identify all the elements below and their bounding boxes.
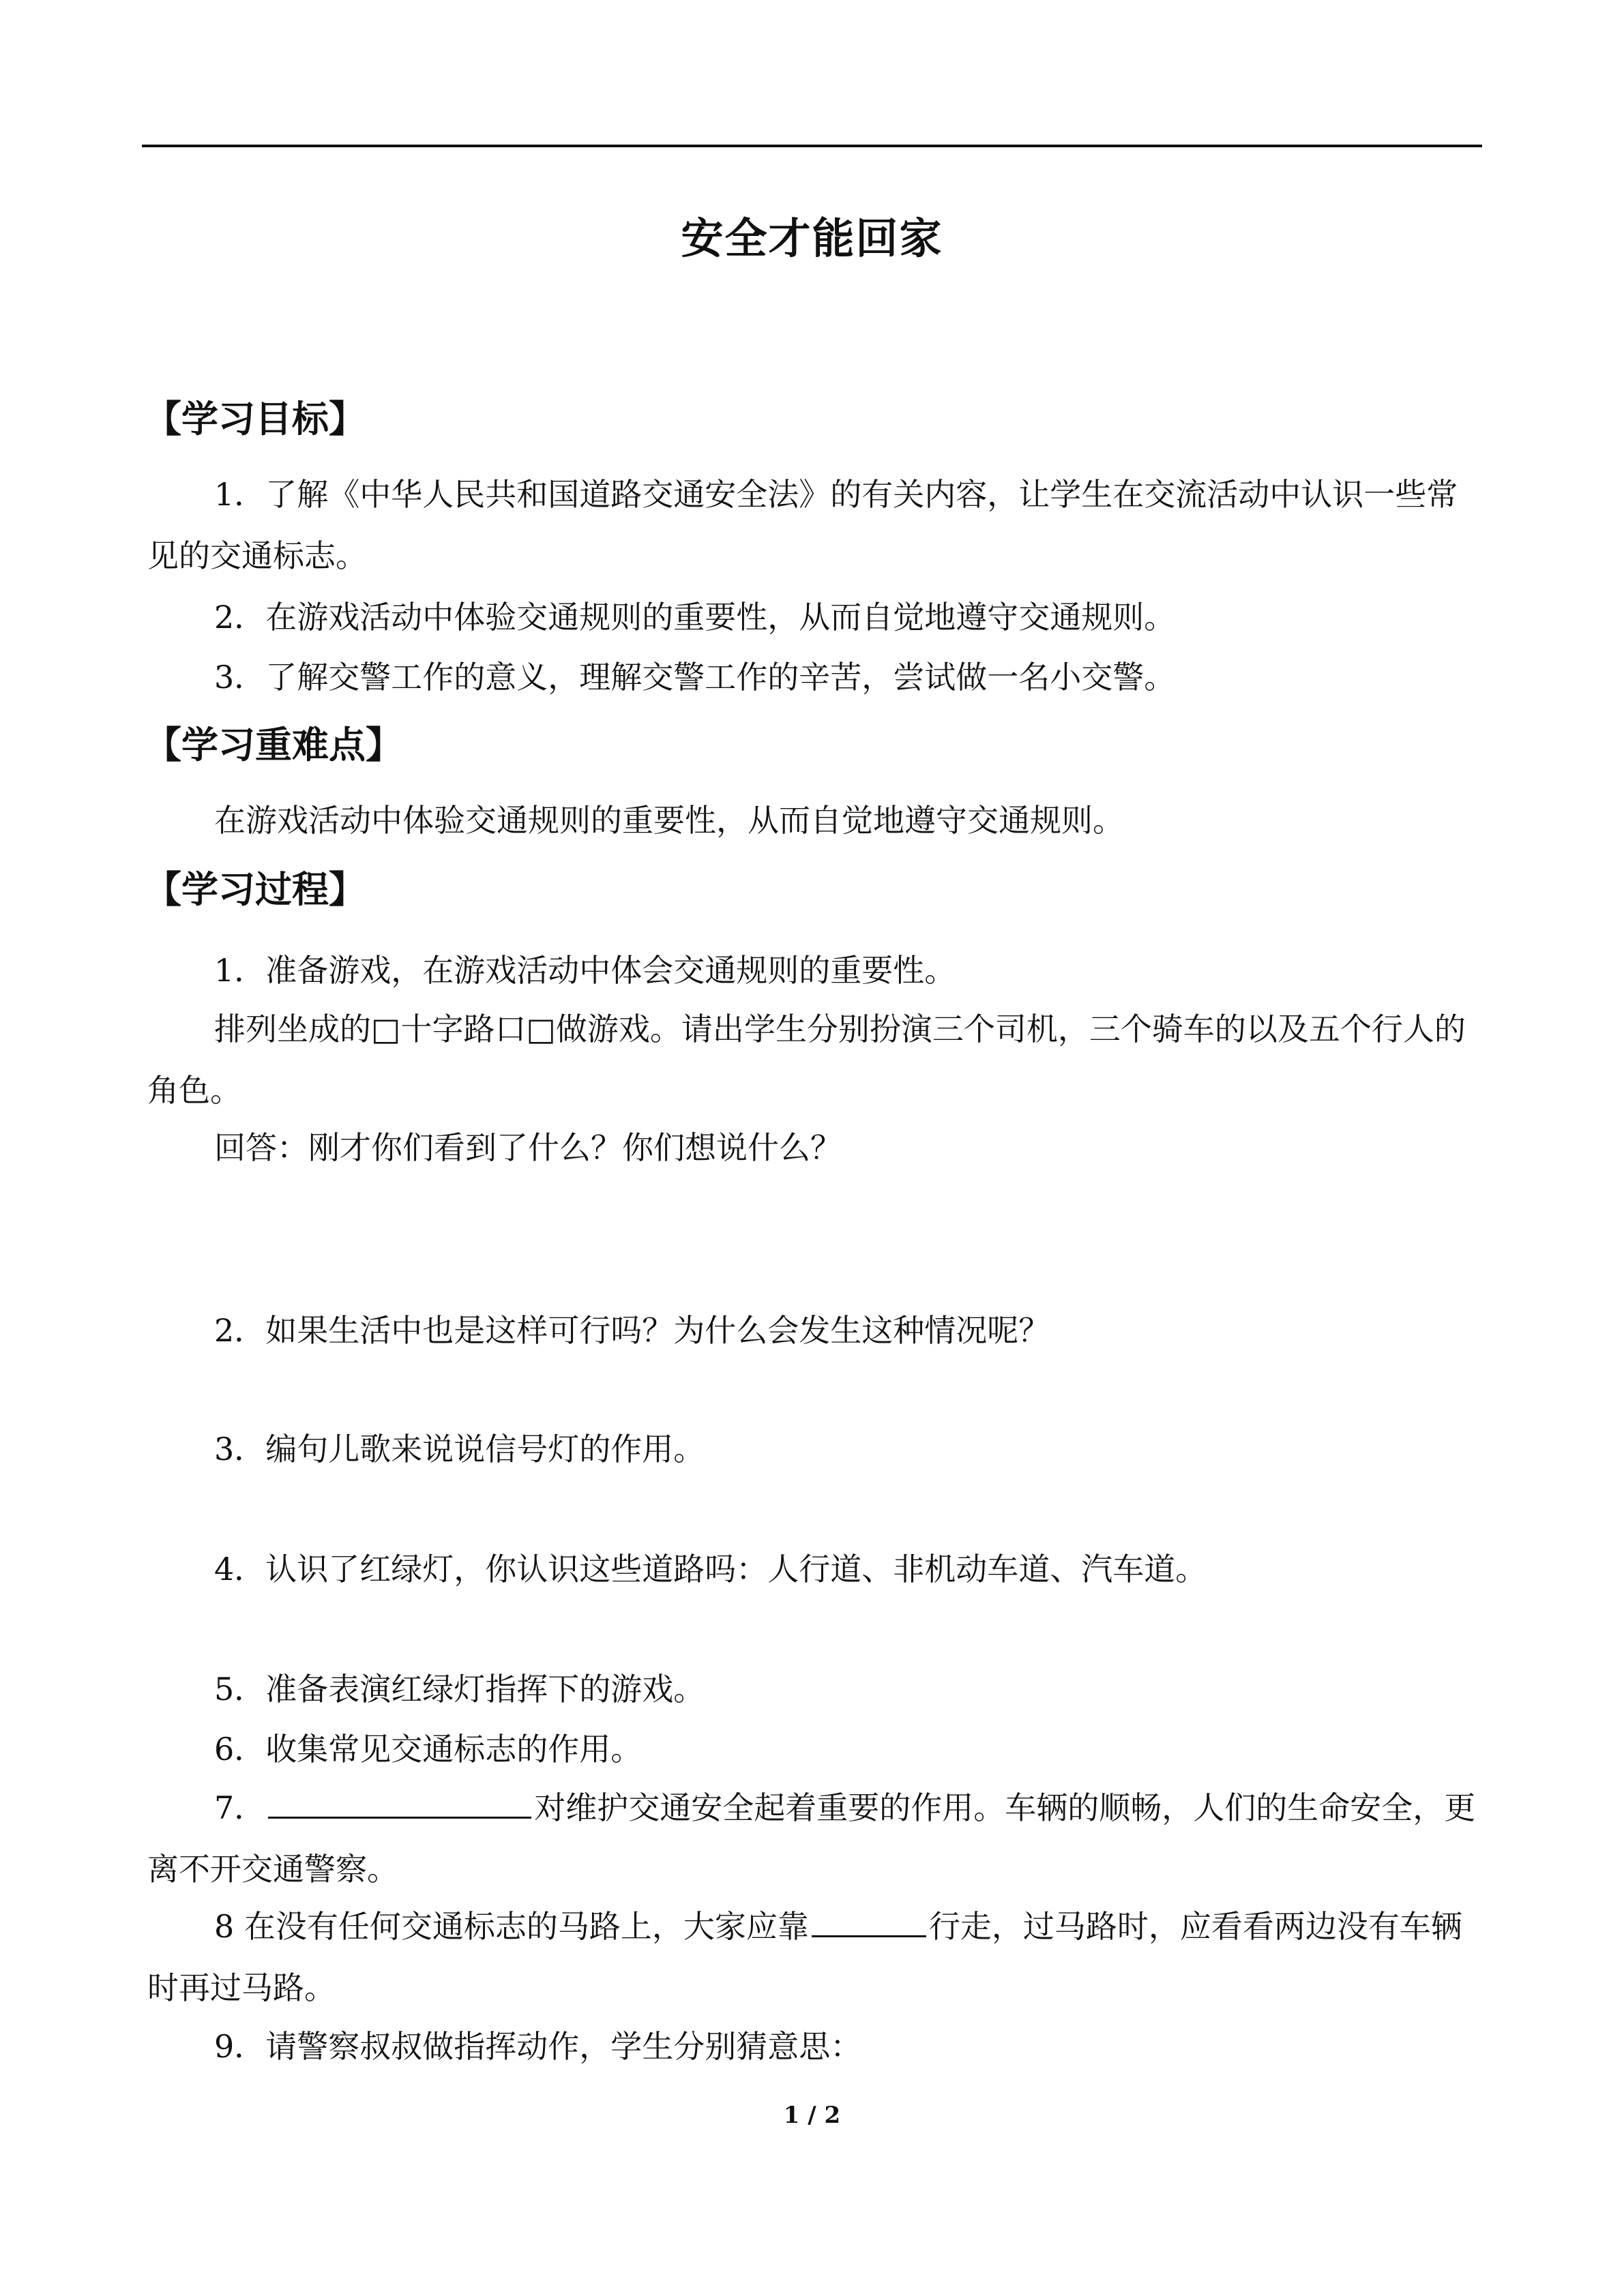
section-heading-process: 【学习过程】 [145,867,366,911]
process-item-9: 9．请警察叔叔做指挥动作，学生分别猜意思： [214,2028,862,2065]
fill-in-blank-7[interactable] [268,1785,531,1819]
goal-item-3: 3．了解交警工作的意义，理解交警工作的辛苦，尝试做一名小交警。 [214,659,1176,696]
process-item-7-prefix: 7． [214,1789,266,1826]
header-rule [142,145,1482,147]
process-item-1-detail: 排列坐成的□十字路口□做游戏。请出学生分别扮演三个司机，三个骑车的以及五个行人的角色。 [147,1011,1466,1109]
process-item-7 [147,1777,1484,1900]
goal-item-1: 1．了解《中华人民共和国道路交通安全法》的有关内容，让学生在交流活动中认识一些常见的交通标志。 [147,476,1458,574]
process-item-1: 1．准备游戏，在游戏活动中体会交通规则的重要性。 [214,952,956,989]
process-item-4: 4．认识了红绿灯，你认识这些道路吗：人行道、非机动车道、汽车道。 [214,1551,1207,1587]
process-item-2: 2．如果生活中也是这样可行吗？为什么会发生这种情况呢？ [214,1312,1050,1349]
fill-in-blank-8[interactable] [812,1904,926,1937]
section-heading-keypoints: 【学习重难点】 [145,723,402,766]
section-heading-goals: 【学习目标】 [145,397,366,441]
process-item-5: 5．准备表演红绿灯指挥下的游戏。 [214,1671,705,1708]
process-item-8 [147,1896,1484,2018]
page-number: 1 / 2 [783,2102,841,2129]
process-item-7-suffix: 对维护交通安全起着重要的作用。车辆的顺畅，人们的生命安全，更离不开交通警察。 [147,1789,1476,1888]
process-item-3: 3．编句儿歌来说说信号灯的作用。 [214,1431,705,1467]
process-item-8-prefix: 8 在没有任何交通标志的马路上，大家应靠 [214,1908,809,1945]
document-title: 安全才能回家 [681,213,943,263]
process-item-1-question: 回答：刚才你们看到了什么？你们想说什么？ [214,1129,842,1166]
process-item-6: 6．收集常见交通标志的作用。 [214,1731,643,1768]
keypoints-text: 在游戏活动中体验交通规则的重要性，从而自觉地遵守交通规则。 [214,802,1124,839]
goal-item-2: 2．在游戏活动中体验交通规则的重要性，从而自觉地遵守交通规则。 [214,599,1176,636]
process-item-8-suffix: 行走，过马路时，应看看两边没有车辆时再过马路。 [147,1908,1462,2006]
